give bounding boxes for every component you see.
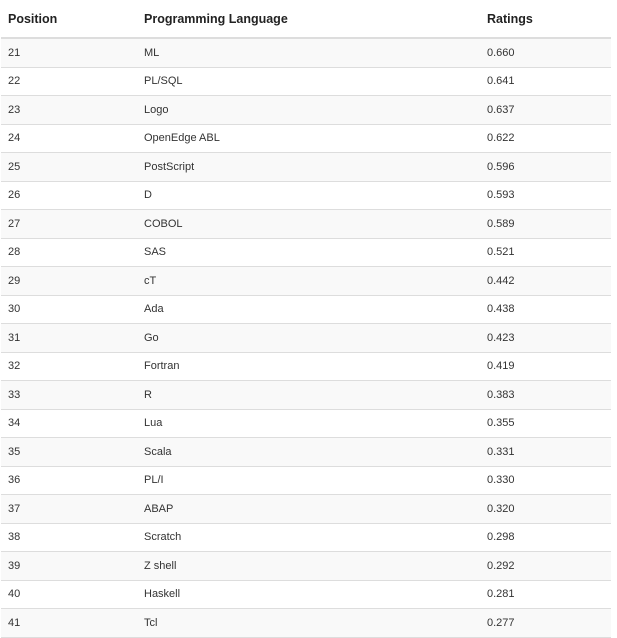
cell-position: 22 [1, 67, 137, 96]
cell-language: R [137, 381, 480, 410]
cell-rating: 0.383 [480, 381, 611, 410]
cell-position: 23 [1, 96, 137, 125]
cell-position: 33 [1, 381, 137, 410]
cell-rating: 0.442 [480, 267, 611, 296]
cell-rating: 0.355 [480, 409, 611, 438]
cell-language: Z shell [137, 552, 480, 581]
table-row [1, 96, 611, 125]
cell-language: ABAP [137, 495, 480, 524]
cell-position: 41 [1, 609, 137, 638]
table-row [1, 324, 611, 353]
cell-rating: 0.521 [480, 238, 611, 267]
table-row [1, 495, 611, 524]
ratings-table [1, 0, 611, 638]
table-row [1, 295, 611, 324]
cell-position: 21 [1, 38, 137, 67]
cell-language: COBOL [137, 210, 480, 239]
cell-rating: 0.298 [480, 523, 611, 552]
table-row [1, 523, 611, 552]
cell-position: 26 [1, 181, 137, 210]
cell-position: 27 [1, 210, 137, 239]
cell-position: 40 [1, 580, 137, 609]
cell-rating: 0.622 [480, 124, 611, 153]
table-row [1, 580, 611, 609]
cell-language: D [137, 181, 480, 210]
table-row [1, 352, 611, 381]
cell-language: Go [137, 324, 480, 353]
table-row [1, 238, 611, 267]
table-row [1, 153, 611, 182]
cell-position: 39 [1, 552, 137, 581]
cell-rating: 0.281 [480, 580, 611, 609]
cell-rating: 0.438 [480, 295, 611, 324]
cell-language: Lua [137, 409, 480, 438]
cell-position: 30 [1, 295, 137, 324]
table-row [1, 181, 611, 210]
cell-rating: 0.589 [480, 210, 611, 239]
cell-position: 25 [1, 153, 137, 182]
table-row [1, 210, 611, 239]
cell-position: 32 [1, 352, 137, 381]
column-header-position: Position [1, 0, 137, 38]
table-row [1, 67, 611, 96]
cell-language: OpenEdge ABL [137, 124, 480, 153]
cell-language: PostScript [137, 153, 480, 182]
cell-position: 37 [1, 495, 137, 524]
cell-language: Scala [137, 438, 480, 467]
cell-position: 35 [1, 438, 137, 467]
cell-language: ML [137, 38, 480, 67]
cell-position: 34 [1, 409, 137, 438]
cell-rating: 0.641 [480, 67, 611, 96]
table-row [1, 438, 611, 467]
cell-language: Ada [137, 295, 480, 324]
table-row [1, 466, 611, 495]
cell-position: 38 [1, 523, 137, 552]
cell-rating: 0.423 [480, 324, 611, 353]
cell-rating: 0.292 [480, 552, 611, 581]
cell-language: SAS [137, 238, 480, 267]
table-row [1, 552, 611, 581]
cell-rating: 0.660 [480, 38, 611, 67]
cell-rating: 0.593 [480, 181, 611, 210]
header-row [1, 0, 611, 38]
cell-language: Scratch [137, 523, 480, 552]
table-row [1, 38, 611, 67]
cell-language: cT [137, 267, 480, 296]
table-header [1, 0, 611, 38]
cell-rating: 0.277 [480, 609, 611, 638]
table-row [1, 609, 611, 638]
cell-language: Fortran [137, 352, 480, 381]
cell-rating: 0.320 [480, 495, 611, 524]
ratings-table-container [1, 0, 611, 638]
cell-language: Haskell [137, 580, 480, 609]
cell-language: PL/I [137, 466, 480, 495]
cell-position: 31 [1, 324, 137, 353]
cell-rating: 0.637 [480, 96, 611, 125]
cell-rating: 0.419 [480, 352, 611, 381]
cell-rating: 0.330 [480, 466, 611, 495]
table-row [1, 409, 611, 438]
cell-position: 24 [1, 124, 137, 153]
table-row [1, 124, 611, 153]
table-body [1, 38, 611, 637]
table-row [1, 267, 611, 296]
cell-position: 28 [1, 238, 137, 267]
column-header-ratings: Ratings [480, 0, 611, 38]
cell-position: 29 [1, 267, 137, 296]
cell-position: 36 [1, 466, 137, 495]
cell-language: Logo [137, 96, 480, 125]
cell-language: Tcl [137, 609, 480, 638]
table-row [1, 381, 611, 410]
column-header-language: Programming Language [137, 0, 480, 38]
cell-language: PL/SQL [137, 67, 480, 96]
cell-rating: 0.596 [480, 153, 611, 182]
cell-rating: 0.331 [480, 438, 611, 467]
